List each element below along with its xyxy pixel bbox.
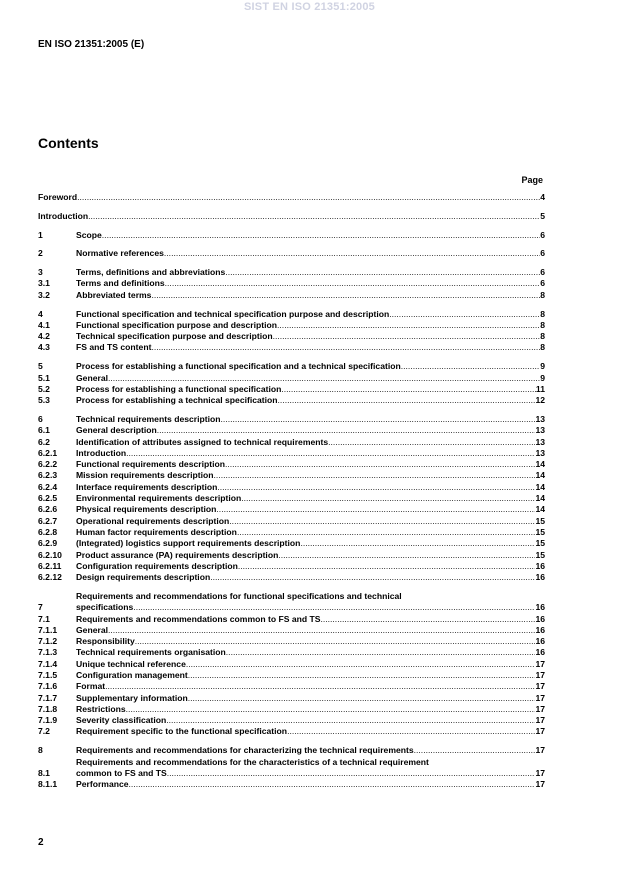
dot-leader bbox=[401, 361, 540, 372]
toc-entry-page: 15 bbox=[535, 538, 545, 549]
toc-entry-page: 6 bbox=[540, 278, 545, 289]
toc-entry[interactable] bbox=[38, 290, 545, 301]
toc-entry-page: 8 bbox=[540, 308, 545, 319]
toc-entry[interactable] bbox=[38, 425, 545, 436]
dot-leader bbox=[102, 230, 540, 241]
toc-entry-page: 15 bbox=[535, 526, 545, 537]
toc-entry-page: 6 bbox=[540, 248, 545, 259]
toc-entry-number: 5.3 bbox=[38, 395, 50, 406]
toc-entry-page: 11 bbox=[535, 383, 545, 394]
toc-entry-number: 6.2 bbox=[38, 436, 50, 447]
toc-entry-number: 4.3 bbox=[38, 342, 50, 353]
toc-entry[interactable] bbox=[38, 561, 545, 572]
toc-entry-page: 16 bbox=[535, 636, 545, 647]
dot-leader bbox=[328, 437, 535, 448]
toc-entry-page: 16 bbox=[535, 647, 545, 658]
toc-entry-title: Performance bbox=[76, 779, 129, 790]
toc-entry-title: Human factor requirements description bbox=[76, 526, 237, 537]
toc-entry[interactable] bbox=[38, 625, 545, 636]
toc-entry-number: 7.1.3 bbox=[38, 647, 58, 658]
toc-entry-number: 6.2.1 bbox=[38, 447, 58, 458]
toc-entry-number: 6.2.4 bbox=[38, 481, 58, 492]
toc-entry[interactable] bbox=[38, 267, 545, 278]
toc-entry-page: 14 bbox=[535, 493, 545, 504]
dot-leader bbox=[133, 602, 535, 613]
toc-entry-page: 17 bbox=[535, 658, 545, 669]
toc-entry[interactable] bbox=[38, 211, 545, 222]
toc-entry-number: 6.1 bbox=[38, 425, 50, 436]
dot-leader bbox=[226, 647, 536, 658]
toc-entry-title: Requirement specific to the functional specification bbox=[76, 726, 288, 737]
toc-entry-title: Configuration requirements description bbox=[76, 560, 238, 571]
toc-entry-title: Responsibility bbox=[76, 636, 135, 647]
toc-entry-title: Technical specification purpose and description bbox=[76, 331, 273, 342]
toc-entry[interactable] bbox=[38, 248, 545, 259]
toc-entry[interactable] bbox=[38, 745, 545, 756]
toc-entry-page: 17 bbox=[535, 669, 545, 680]
dot-leader bbox=[157, 425, 536, 436]
toc-entry[interactable] bbox=[38, 373, 545, 384]
dot-leader bbox=[214, 470, 536, 481]
toc-entry-page: 17 bbox=[535, 726, 545, 737]
toc-entry-page: 14 bbox=[535, 470, 545, 481]
dot-leader bbox=[151, 290, 540, 301]
toc-entry-title: Functional specification purpose and description bbox=[76, 319, 278, 330]
toc-entry-title: Design requirements description bbox=[76, 572, 211, 583]
toc-entry-page: 5 bbox=[540, 210, 545, 221]
toc-entry-page: 8 bbox=[540, 289, 545, 300]
dot-leader bbox=[278, 550, 535, 561]
toc-entry-page: 17 bbox=[535, 703, 545, 714]
toc-entry-number: 7.1.9 bbox=[38, 715, 58, 726]
toc-entry-title: Environmental requirements description bbox=[76, 493, 242, 504]
dot-leader bbox=[216, 504, 535, 515]
toc-entry-title: Physical requirements description bbox=[76, 504, 217, 515]
toc-entry[interactable] bbox=[38, 342, 545, 353]
toc-entry-title: Technical requirements organisation bbox=[76, 647, 226, 658]
toc-entry-title: Normative references bbox=[76, 248, 164, 259]
toc-entry[interactable] bbox=[38, 614, 545, 625]
page-column-label: Page bbox=[521, 175, 543, 185]
toc-entry-number: 6.2.3 bbox=[38, 470, 58, 481]
toc-entry-page: 9 bbox=[540, 372, 545, 383]
toc-entry[interactable] bbox=[38, 715, 545, 726]
toc-entry-page: 8 bbox=[540, 331, 545, 342]
dot-leader bbox=[277, 320, 540, 331]
toc-entry-title: Introduction bbox=[38, 210, 89, 221]
toc-entry-title: FS and TS content bbox=[76, 342, 152, 353]
toc-entry[interactable] bbox=[38, 459, 545, 470]
toc-entry-title: Identification of attributes assigned to technical requirements bbox=[76, 436, 329, 447]
dot-leader bbox=[126, 448, 535, 459]
toc-entry[interactable] bbox=[38, 320, 545, 331]
toc-entry[interactable] bbox=[38, 693, 545, 704]
toc-entry-page: 16 bbox=[535, 624, 545, 635]
toc-entry-title: Process for establishing a functional specification bbox=[76, 383, 282, 394]
toc-entry[interactable] bbox=[38, 670, 545, 681]
dot-leader bbox=[105, 681, 535, 692]
toc-entry-number: 6.2.2 bbox=[38, 459, 58, 470]
toc-entry-title: Introduction bbox=[76, 447, 127, 458]
toc-entry[interactable] bbox=[38, 482, 545, 493]
toc-entry[interactable] bbox=[38, 470, 545, 481]
toc-entry-title: Scope bbox=[76, 229, 102, 240]
toc-entry-number: 5 bbox=[38, 361, 43, 372]
dot-leader bbox=[221, 414, 536, 425]
toc-entry-number: 6.2.6 bbox=[38, 504, 58, 515]
toc-entry-number: 3.2 bbox=[38, 289, 50, 300]
dot-leader bbox=[88, 211, 540, 222]
dot-leader bbox=[225, 267, 540, 278]
toc-entry-page: 17 bbox=[535, 681, 545, 692]
toc-entry-page: 6 bbox=[540, 267, 545, 278]
toc-entry[interactable] bbox=[38, 636, 545, 647]
toc-entry-page: 13 bbox=[535, 425, 545, 436]
toc-entry[interactable] bbox=[38, 659, 545, 670]
toc-entry-number: 5.2 bbox=[38, 383, 50, 394]
toc-entry-title: Unique technical reference bbox=[76, 658, 186, 669]
toc-entry-title: Functional specification and technical specification purpose and description bbox=[76, 308, 390, 319]
toc-entry[interactable] bbox=[38, 384, 545, 395]
dot-leader bbox=[241, 493, 535, 504]
toc-entry-title: Requirements and recommendations common to FS and TS bbox=[76, 613, 321, 624]
toc-entry-page: 17 bbox=[535, 767, 545, 778]
toc-entry-page: 13 bbox=[535, 413, 545, 424]
toc-entry-number: 7.1.2 bbox=[38, 636, 58, 647]
toc-entry-title: Operational requirements description bbox=[76, 515, 230, 526]
table-of-contents bbox=[38, 192, 545, 790]
toc-entry-title: Technical requirements description bbox=[76, 413, 221, 424]
toc-entry-page: 15 bbox=[535, 549, 545, 560]
toc-entry-number: 4 bbox=[38, 308, 43, 319]
toc-entry-number: 7.2 bbox=[38, 726, 50, 737]
toc-entry-title: Mission requirements description bbox=[76, 470, 214, 481]
toc-entry-number: 7.1.6 bbox=[38, 681, 58, 692]
dot-leader bbox=[217, 482, 535, 493]
toc-entry-title: Terms, definitions and abbreviations bbox=[76, 267, 226, 278]
toc-entry-title: Format bbox=[76, 681, 106, 692]
dot-leader bbox=[281, 384, 536, 395]
toc-entry-number: 7.1.8 bbox=[38, 703, 58, 714]
toc-entry-page: 16 bbox=[535, 602, 545, 613]
toc-entry-title: common to FS and TS bbox=[76, 767, 167, 778]
watermark: SIST EN ISO 21351:2005 bbox=[244, 1, 375, 13]
toc-entry-number: 3.1 bbox=[38, 278, 50, 289]
toc-entry[interactable] bbox=[38, 527, 545, 538]
toc-entry-page: 14 bbox=[535, 481, 545, 492]
dot-leader bbox=[165, 278, 541, 289]
toc-entry-number: 4.2 bbox=[38, 331, 50, 342]
toc-entry[interactable] bbox=[38, 572, 545, 583]
dot-leader bbox=[229, 516, 535, 527]
toc-entry-number: 7.1.1 bbox=[38, 624, 58, 635]
toc-entry-number: 6.2.5 bbox=[38, 493, 58, 504]
toc-entry-number: 3 bbox=[38, 267, 43, 278]
toc-entry-title: specifications bbox=[76, 602, 134, 613]
toc-entry-number: 8.1 bbox=[38, 767, 50, 778]
toc-entry-title: Severity classification bbox=[76, 715, 167, 726]
toc-entry[interactable] bbox=[38, 504, 545, 515]
toc-entry-number: 6.2.11 bbox=[38, 560, 62, 571]
toc-entry-page: 12 bbox=[535, 395, 545, 406]
toc-entry-title: Interface requirements description bbox=[76, 481, 218, 492]
dot-leader bbox=[238, 561, 536, 572]
toc-entry-number: 6.2.8 bbox=[38, 526, 58, 537]
toc-entry-page: 6 bbox=[540, 229, 545, 240]
toc-entry-page: 17 bbox=[535, 715, 545, 726]
toc-entry-page: 9 bbox=[540, 361, 545, 372]
dot-leader bbox=[77, 192, 540, 203]
toc-entry-page: 14 bbox=[535, 459, 545, 470]
dot-leader bbox=[108, 625, 535, 636]
toc-entry-title-line: Requirements and recommendations for the characteristics of a technical requirement bbox=[76, 756, 429, 767]
toc-entry-page: 16 bbox=[535, 572, 545, 583]
toc-entry[interactable] bbox=[38, 278, 545, 289]
toc-entry-title: General bbox=[76, 372, 109, 383]
dot-leader bbox=[278, 395, 536, 406]
toc-entry-title: Product assurance (PA) requirements description bbox=[76, 549, 279, 560]
dot-leader bbox=[188, 693, 536, 704]
dot-leader bbox=[186, 659, 536, 670]
toc-entry[interactable] bbox=[38, 414, 545, 425]
dot-leader bbox=[188, 670, 536, 681]
toc-entry-title: Requirements and recommendations for characterizing the technical requirements bbox=[76, 745, 414, 756]
toc-entry-title: Configuration management bbox=[76, 669, 188, 680]
toc-entry-number: 4.1 bbox=[38, 319, 50, 330]
dot-leader bbox=[108, 373, 540, 384]
toc-entry[interactable] bbox=[38, 395, 545, 406]
toc-entry[interactable] bbox=[38, 448, 545, 459]
toc-entry[interactable] bbox=[38, 493, 545, 504]
toc-entry-page: 16 bbox=[535, 560, 545, 571]
toc-entry-number: 6 bbox=[38, 413, 43, 424]
toc-entry-number: 6.2.12 bbox=[38, 572, 62, 583]
toc-entry-page: 17 bbox=[535, 745, 545, 756]
dot-leader bbox=[164, 248, 540, 259]
dot-leader bbox=[210, 572, 535, 583]
page-number: 2 bbox=[38, 837, 44, 848]
toc-entry[interactable] bbox=[38, 309, 545, 320]
toc-entry-page: 8 bbox=[540, 342, 545, 353]
toc-entry[interactable] bbox=[38, 726, 545, 737]
toc-entry[interactable] bbox=[38, 230, 545, 241]
toc-entry-page: 17 bbox=[535, 779, 545, 790]
toc-entry-page: 4 bbox=[540, 192, 545, 202]
toc-entry[interactable] bbox=[38, 538, 545, 549]
dot-leader bbox=[237, 527, 536, 538]
dot-leader bbox=[273, 331, 541, 342]
dot-leader bbox=[225, 459, 535, 470]
toc-entry-title: Process for establishing a technical specification bbox=[76, 395, 278, 406]
dot-leader bbox=[135, 636, 536, 647]
toc-entry-number: 7.1.7 bbox=[38, 692, 58, 703]
toc-entry[interactable] bbox=[38, 192, 545, 203]
toc-entry[interactable] bbox=[38, 437, 545, 448]
toc-entry-title-line: Requirements and recommendations for functional specifications and technical bbox=[76, 590, 402, 601]
dot-leader bbox=[287, 726, 535, 737]
toc-entry[interactable] bbox=[38, 591, 545, 614]
toc-entry-page: 13 bbox=[535, 447, 545, 458]
toc-entry-number: 6.2.9 bbox=[38, 538, 58, 549]
toc-entry[interactable] bbox=[38, 516, 545, 527]
toc-entry[interactable] bbox=[38, 704, 545, 715]
toc-entry-title: General description bbox=[76, 425, 157, 436]
toc-entry-title: (Integrated) logistics support requirements description bbox=[76, 538, 301, 549]
toc-entry-number: 6.2.10 bbox=[38, 549, 62, 560]
toc-entry[interactable] bbox=[38, 361, 545, 372]
toc-entry-page: 17 bbox=[535, 692, 545, 703]
dot-leader bbox=[167, 768, 536, 779]
dot-leader bbox=[166, 715, 535, 726]
toc-entry-number: 8 bbox=[38, 745, 43, 756]
toc-entry-page: 8 bbox=[540, 319, 545, 330]
toc-entry-number: 7 bbox=[38, 602, 43, 613]
toc-entry[interactable] bbox=[38, 331, 545, 342]
toc-entry-number: 8.1.1 bbox=[38, 779, 58, 790]
document-id: EN ISO 21351:2005 (E) bbox=[38, 39, 145, 50]
toc-entry-number: 5.1 bbox=[38, 372, 50, 383]
toc-entry-page: 13 bbox=[535, 436, 545, 447]
dot-leader bbox=[300, 538, 535, 549]
toc-entry[interactable] bbox=[38, 647, 545, 658]
toc-entry-title: Process for establishing a functional specification and a technical specification bbox=[76, 361, 401, 372]
dot-leader bbox=[126, 704, 536, 715]
dot-leader bbox=[414, 745, 536, 756]
dot-leader bbox=[129, 779, 536, 790]
toc-entry-number: 1 bbox=[38, 229, 43, 240]
toc-entry-title: Foreword bbox=[38, 192, 78, 202]
toc-entry-title: General bbox=[76, 624, 109, 635]
dot-leader bbox=[389, 309, 540, 320]
toc-entry-page: 14 bbox=[535, 504, 545, 515]
toc-entry-page: 16 bbox=[535, 613, 545, 624]
toc-entry-title: Restrictions bbox=[76, 703, 126, 714]
toc-entry-number: 7.1 bbox=[38, 613, 50, 624]
toc-entry[interactable] bbox=[38, 681, 545, 692]
toc-entry-number: 6.2.7 bbox=[38, 515, 58, 526]
toc-entry[interactable] bbox=[38, 779, 545, 790]
toc-entry-title: Functional requirements description bbox=[76, 459, 225, 470]
toc-entry[interactable] bbox=[38, 757, 545, 780]
toc-entry-number: 2 bbox=[38, 248, 43, 259]
toc-entry[interactable] bbox=[38, 550, 545, 561]
toc-entry-number: 7.1.5 bbox=[38, 669, 58, 680]
toc-entry-title: Supplementary information bbox=[76, 692, 188, 703]
toc-entry-number: 7.1.4 bbox=[38, 658, 58, 669]
toc-entry-page: 15 bbox=[535, 515, 545, 526]
toc-entry-title: Abbreviated terms bbox=[76, 289, 152, 300]
contents-title: Contents bbox=[38, 135, 99, 151]
dot-leader bbox=[320, 614, 535, 625]
toc-entry-title: Terms and definitions bbox=[76, 278, 165, 289]
dot-leader bbox=[151, 342, 540, 353]
